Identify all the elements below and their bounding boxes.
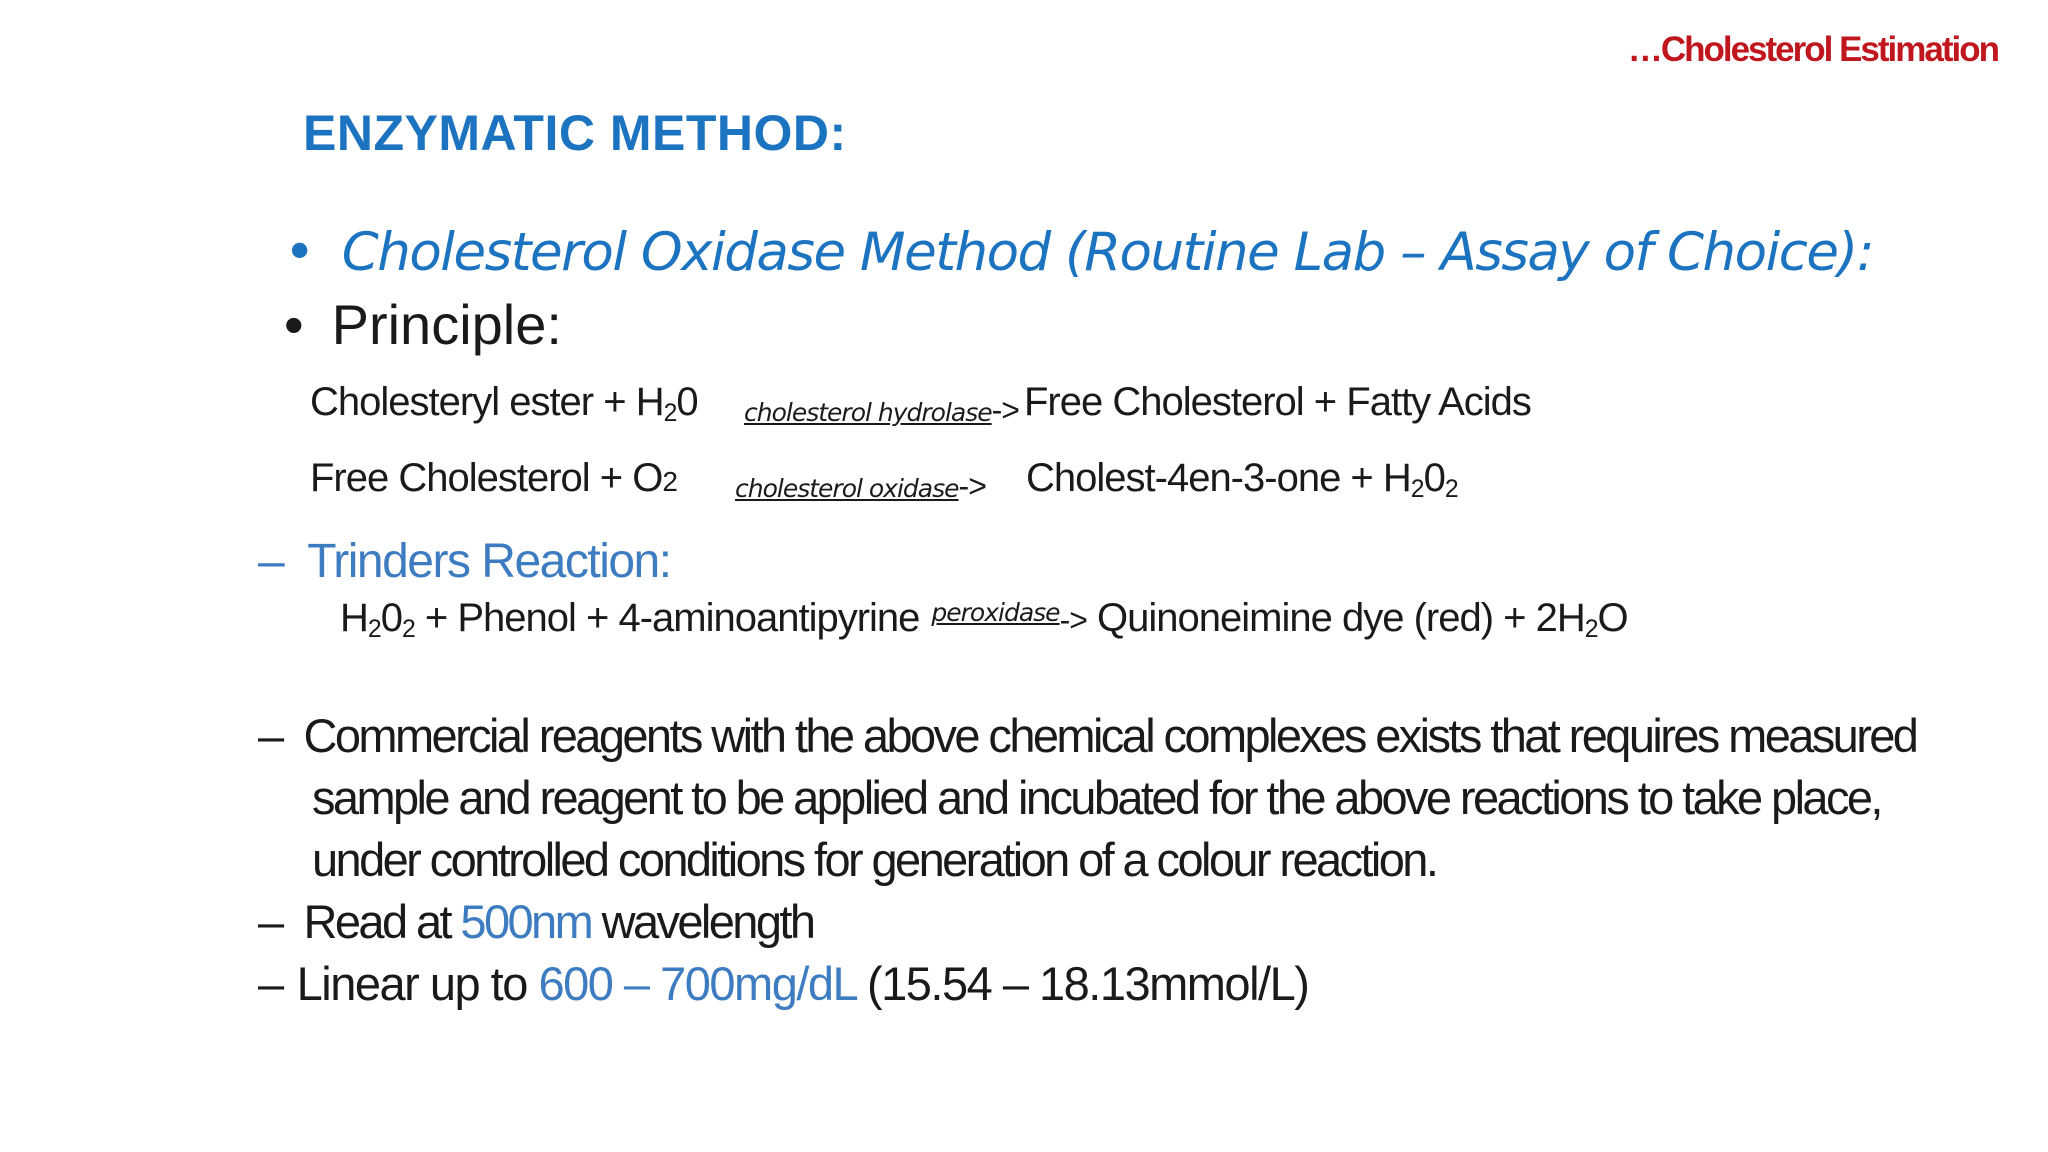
trinders-reaction-heading: [258, 534, 671, 589]
equation-2-right: [1026, 456, 1458, 504]
commercial-line-1: Commercial reagents with the above chemical complexes exists that requires measured: [303, 709, 1917, 762]
linear-text-b: (15.54 – 18.13mmol/L): [855, 957, 1309, 1010]
equation-1-right: Free Cholesterol + Fatty Acids: [1024, 380, 1531, 424]
eq3-e: O: [1597, 596, 1628, 640]
list-item-linear: [258, 956, 1308, 1011]
dash: –: [258, 709, 282, 762]
eq2-right-sub1: 2: [1410, 476, 1424, 504]
eq3-d: Quinoneimine dye (red) + 2H: [1086, 596, 1585, 640]
eq3-a: H: [340, 596, 368, 640]
read-text-b: wavelength: [591, 895, 814, 948]
eq1-left-sub: 2: [663, 400, 677, 428]
method-text: Cholesterol Oxidase Method (Routine Lab – Assay of Choice):: [341, 222, 1874, 283]
bullet-dot: •: [284, 222, 314, 283]
list-item-commercial-line-3: under controlled conditions for generation of a colour reaction.: [312, 833, 1437, 886]
bullet-method: [284, 222, 1873, 283]
read-text-a: Read at: [303, 895, 461, 948]
eq3-enzyme-label: peroxidase: [931, 598, 1060, 627]
eq3-b: 0: [380, 596, 402, 640]
eq2-right-sub2: 2: [1444, 476, 1458, 504]
eq2-right-a: Cholest-4en-3-one + H: [1026, 456, 1411, 500]
eq1-enzyme-label: cholesterol hydrolase: [744, 398, 992, 427]
dash: –: [258, 957, 283, 1010]
equation-2-enzyme: [735, 468, 986, 505]
eq1-left-b: 0: [676, 380, 698, 424]
eq2-arrow: ->: [958, 468, 986, 504]
eq3-sub1: 2: [367, 616, 381, 644]
read-wavelength-value: 500nm: [460, 895, 592, 948]
eq2-left-a: Free Cholesterol + O: [310, 456, 663, 500]
eq2-left-sub: 2: [662, 466, 677, 497]
slide-heading: ENZYMATIC METHOD:: [303, 105, 847, 161]
eq3-arrow: ->: [1059, 602, 1087, 638]
linear-text-a: Linear up to: [296, 957, 539, 1010]
slide-corner-title: …Cholesterol Estimation: [1627, 30, 1998, 69]
equation-1-left: [310, 380, 698, 428]
eq1-arrow: ->: [991, 392, 1019, 428]
eq2-right-b: 0: [1423, 456, 1445, 500]
eq2-enzyme-label: cholesterol oxidase: [735, 474, 959, 503]
list-item-commercial-line-2: sample and reagent to be applied and incubated for the above reactions to take place,: [312, 771, 1881, 824]
eq3-sub2: 2: [401, 616, 415, 644]
eq3-sub3: 2: [1584, 616, 1598, 644]
list-item-read: [258, 894, 813, 949]
bullet-principle: [284, 292, 562, 357]
trinders-label: Trinders Reaction:: [307, 535, 671, 588]
eq3-c: + Phenol + 4-aminoantipyrine: [414, 596, 920, 640]
equation-3: [340, 596, 1628, 644]
linear-range-value: 600 – 700mg/dL: [538, 957, 856, 1010]
dash: –: [258, 895, 282, 948]
bullet-dot: •: [284, 293, 304, 356]
dash: –: [258, 535, 284, 588]
list-item-commercial: [258, 708, 1916, 763]
principle-text: Principle:: [331, 293, 562, 356]
eq1-left-a: Cholesteryl ester + H: [310, 380, 664, 424]
equation-1-enzyme: [744, 392, 1019, 429]
equation-2-left: [310, 456, 677, 501]
